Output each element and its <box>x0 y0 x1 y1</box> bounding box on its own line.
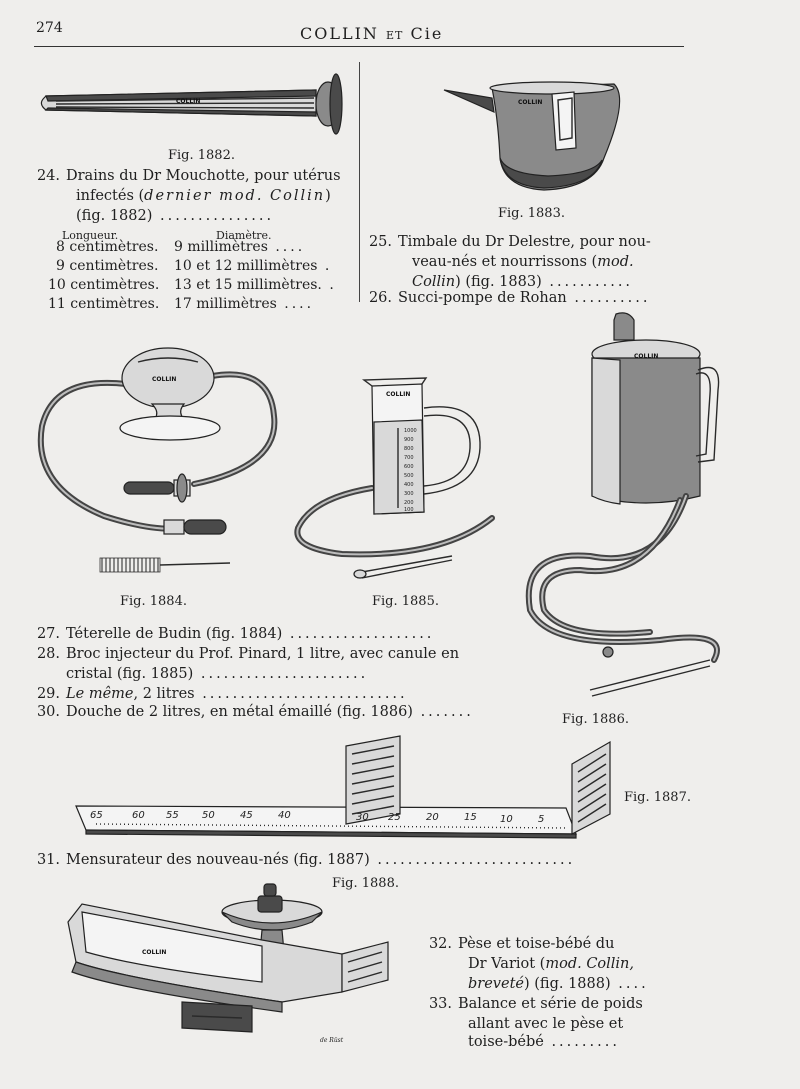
entry-24-line2 <box>76 186 331 206</box>
entry-31-text: Mensurateur des nouveau-nés (fig. 1887) <box>66 852 370 868</box>
drain-illustration <box>36 76 356 156</box>
diameter-header: Diamètre. <box>216 229 272 242</box>
table-row-length: 11 centimètres. <box>48 296 160 312</box>
scale-mark: 40 <box>278 810 291 821</box>
fig-1886-caption: Fig. 1886. <box>562 712 629 727</box>
entry-32: 32. Pèse et toise-bébé du <box>428 936 615 952</box>
table-row-length: 10 centimètres. <box>48 277 160 293</box>
table-row-length: 9 centimètres. <box>56 258 159 274</box>
teterelle-illustration <box>34 336 294 586</box>
svg-text:100: 100 <box>404 507 414 513</box>
fig-1884-caption: Fig. 1884. <box>120 594 187 609</box>
svg-text:800: 800 <box>404 446 414 452</box>
page-number: 274 <box>36 20 63 36</box>
entry-24 <box>32 166 341 186</box>
fig-1887-caption: Fig. 1887. <box>624 790 691 805</box>
svg-text:300: 300 <box>404 491 414 497</box>
scale-mark: 55 <box>166 810 179 821</box>
scale-mark: 5 <box>538 814 545 825</box>
douche-illustration <box>510 310 730 710</box>
svg-text:700: 700 <box>404 455 414 461</box>
table-row-diameter: 13 et 15 millimètres. . <box>174 277 337 293</box>
entry-24-line2a: infectés ( <box>76 188 145 204</box>
scale-mark: 45 <box>240 810 253 821</box>
entry-24-line2c: ) <box>325 188 331 204</box>
entry-24-line1: Drains du Dr Mouchotte, pour utérus <box>66 168 341 184</box>
svg-text:500: 500 <box>404 473 414 479</box>
broc-brand: COLLIN <box>386 391 411 398</box>
entry-26-number: 26. <box>368 290 392 306</box>
entry-24-number: 24. <box>36 168 60 184</box>
leader-dots: ............... <box>152 208 275 224</box>
svg-text:600: 600 <box>404 464 414 470</box>
fig-1883-caption: Fig. 1883. <box>498 206 565 221</box>
entry-25 <box>364 232 651 252</box>
fig-1882-caption: Fig. 1882. <box>168 148 235 163</box>
mensurateur-illustration <box>66 734 626 844</box>
header-rule <box>34 46 684 47</box>
entry-31: 31. Mensurateur des nouveau-nés (fig. 1887) .......................... <box>36 852 576 868</box>
engraver-signature: de Rüst <box>320 1037 344 1044</box>
running-head-title: COLLIN <box>300 24 379 43</box>
scale-mark: 20 <box>426 812 439 823</box>
entry-28-line2: cristal (fig. 1885) ...................... <box>66 666 369 682</box>
entry-32-line2: Dr Variot (mod. Collin, <box>468 956 635 972</box>
svg-text:900: 900 <box>404 437 414 443</box>
entry-33-line1: Balance et série de poids <box>458 996 643 1012</box>
douche-brand: COLLIN <box>634 353 659 360</box>
brush-illustration <box>100 558 230 572</box>
running-head <box>300 24 443 43</box>
entry-30-text: Douche de 2 litres, en métal émaillé (fig. 1886) <box>66 704 413 720</box>
entry-28: 28. Broc injecteur du Prof. Pinard, 1 litre, avec canule en <box>36 646 460 662</box>
entry-33-line3: toise-bébé ......... <box>468 1034 620 1050</box>
svg-text:200: 200 <box>404 500 414 506</box>
scale-mark: 60 <box>132 810 145 821</box>
entry-33: 33. Balance et série de poids <box>428 996 643 1012</box>
entry-24-fig-ref: (fig. 1882) <box>76 208 153 224</box>
entry-28-line1: Broc injecteur du Prof. Pinard, 1 litre, avec canule en <box>66 646 460 662</box>
broc-illustration <box>292 378 512 578</box>
timbale-illustration <box>444 78 634 198</box>
entry-32-line3: breveté) (fig. 1888) .... <box>468 976 649 992</box>
entry-26-text: Succi-pompe de Rohan <box>398 290 567 306</box>
scale-mark: 30 <box>356 812 369 823</box>
drain-brand: COLLIN <box>176 98 201 105</box>
entry-29: 29. Le même, 2 litres ........................... <box>36 686 408 702</box>
entry-25-line2: veau-nés et nourrissons (mod. <box>412 254 634 270</box>
timbale-brand: COLLIN <box>518 99 543 106</box>
drain-size-table <box>40 226 340 312</box>
fig-1885-caption: Fig. 1885. <box>372 594 439 609</box>
svg-text:400: 400 <box>404 482 414 488</box>
entry-25-number: 25. <box>368 234 392 250</box>
pese-bebe-illustration <box>62 882 402 1052</box>
teterelle-brand: COLLIN <box>152 376 177 383</box>
table-row-diameter: 9 millimètres .... <box>174 239 306 255</box>
entry-27: 27. Téterelle de Budin (fig. 1884) ................... <box>36 626 435 642</box>
entry-32-line1: Pèse et toise-bébé du <box>458 936 615 952</box>
scale-mark: 65 <box>90 810 103 821</box>
scale-mark: 25 <box>388 812 401 823</box>
running-head-cie: Cie <box>410 24 444 43</box>
entry-27-text: Téterelle de Budin (fig. 1884) <box>66 626 283 642</box>
table-row-diameter: 10 et 12 millimètres . <box>174 258 333 274</box>
entry-30: 30. Douche de 2 litres, en métal émaillé (fig. 1886) ....... <box>36 704 474 720</box>
scale-mark: 15 <box>464 812 477 823</box>
table-row-diameter: 17 millimètres .... <box>174 296 315 312</box>
table-row-length: 8 centimètres. <box>56 239 159 255</box>
fig-1888-caption: Fig. 1888. <box>332 876 399 891</box>
svg-text:1000: 1000 <box>404 428 417 434</box>
entry-24-line3 <box>76 206 274 226</box>
entry-25-line3: Collin) (fig. 1883) ........... <box>412 274 634 290</box>
scale-mark: 50 <box>202 810 215 821</box>
entry-24-model: dernier mod. Collin <box>144 188 326 204</box>
entry-33-line2: allant avec le pèse et <box>468 1016 624 1032</box>
pese-bebe-brand: COLLIN <box>142 949 167 956</box>
running-head-et: ET <box>386 29 404 42</box>
entry-26: 26. Succi-pompe de Rohan .......... <box>364 288 650 308</box>
column-divider <box>359 62 360 302</box>
length-header: Longueur. <box>62 229 119 242</box>
entry-25-line1: Timbale du Dr Delestre, pour nou- <box>398 234 651 250</box>
scale-mark: 10 <box>500 814 513 825</box>
